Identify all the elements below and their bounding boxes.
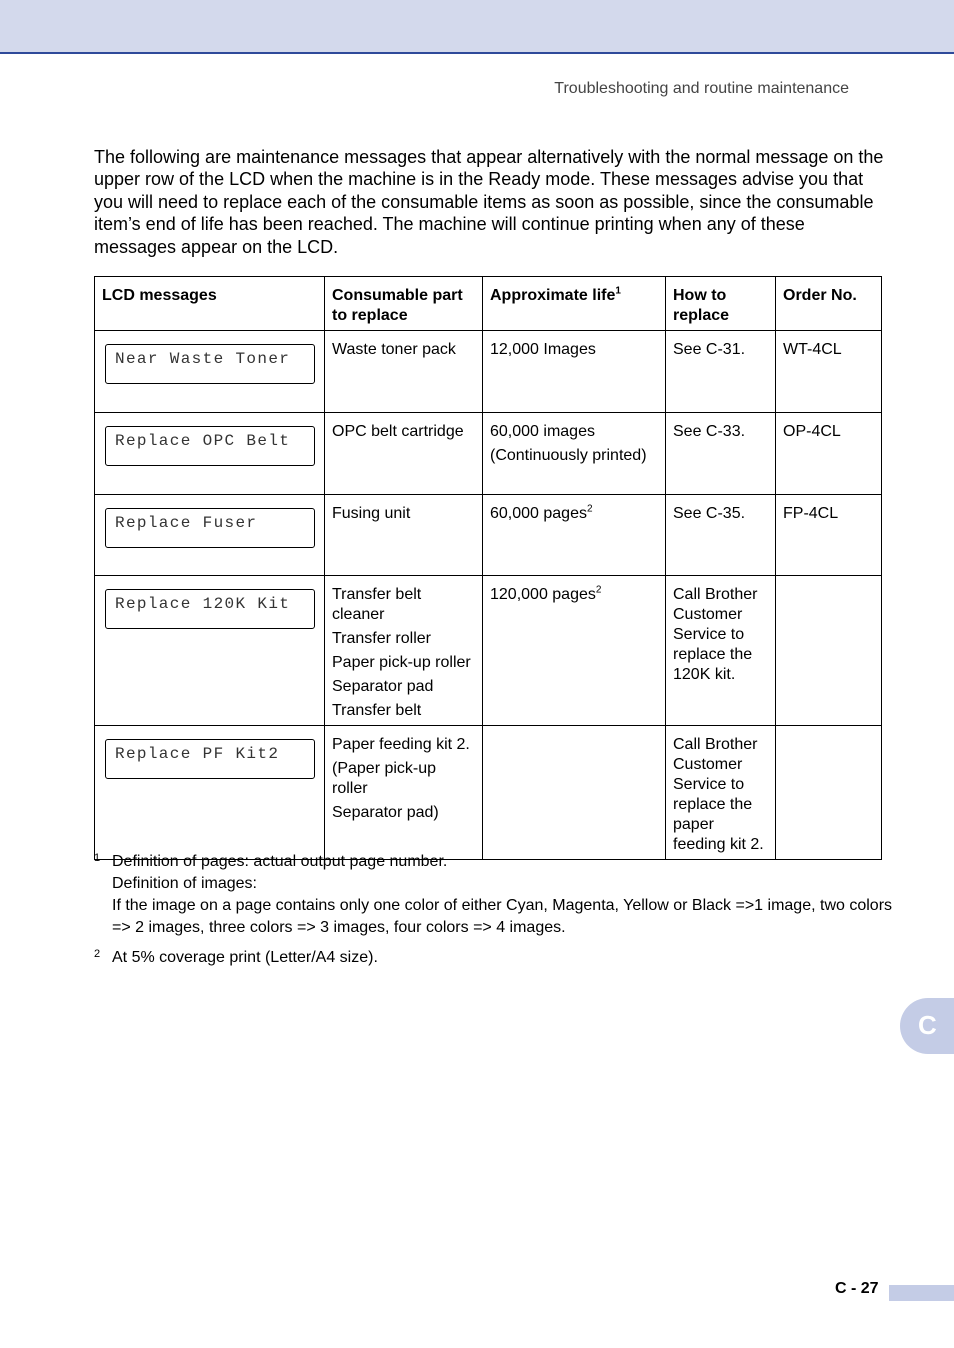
chapter-tab	[900, 998, 954, 1054]
footnote-1	[94, 851, 894, 939]
footnotes	[94, 851, 894, 969]
footnote-line: If the image on a page contains only one color of either Cyan, Magenta, Yellow or Black =>1 image, two colors => 2 images, three colors => 3 images, four colors => 4 images.	[112, 897, 893, 936]
life-line	[490, 340, 658, 360]
life-line	[490, 504, 658, 524]
lcd-message-box: Near Waste Toner	[105, 344, 315, 384]
cell-order: WT-4CL	[776, 331, 882, 413]
cell-part	[325, 495, 483, 576]
footnote-mark: 2	[94, 948, 101, 960]
cell-lcd	[95, 495, 325, 576]
cell-order: FP-4CL	[776, 495, 882, 576]
cell-part	[325, 413, 483, 495]
cell-how: See C-35.	[666, 495, 776, 576]
footnote-ref: 2	[586, 503, 593, 515]
cell-lcd	[95, 726, 325, 860]
life-value: 12,000 Images	[490, 341, 596, 358]
lcd-message-box: Replace Fuser	[105, 508, 315, 548]
life-line	[490, 422, 658, 442]
part-line: Paper pick-up roller	[332, 654, 471, 671]
col-header-part: Consumable part to replace	[325, 277, 483, 331]
life-value: 60,000 pages	[490, 505, 587, 522]
cell-how: See C-31.	[666, 331, 776, 413]
cell-life	[483, 576, 666, 726]
part-line: Paper feeding kit 2.	[332, 736, 470, 753]
table-row	[95, 726, 882, 860]
page-number-bar	[889, 1285, 954, 1301]
cell-life	[483, 726, 666, 860]
intro-paragraph: The following are maintenance messages that appear alternatively with the normal message on the upper row of the LCD when the machine is in the Ready mode. These messages advise you that you will need to replace each of the consumable items as soon as possible, since the consumable item’s end of life has been reached. The machine will continue printing when any of these messages appear on the LCD.	[94, 147, 884, 257]
part-line: Waste toner pack	[332, 341, 456, 358]
cell-order	[776, 726, 882, 860]
col-header-order: Order No.	[776, 277, 882, 331]
chapter-letter: C	[918, 1010, 937, 1040]
page-number: C - 27	[835, 1280, 879, 1297]
col-header-how: How to replace	[666, 277, 776, 331]
part-line: Transfer belt cleaner	[332, 586, 422, 623]
footnote-line: At 5% coverage print (Letter/A4 size).	[112, 949, 378, 966]
table-row	[95, 576, 882, 726]
cell-order: OP-4CL	[776, 413, 882, 495]
cell-order	[776, 576, 882, 726]
cell-how: See C-33.	[666, 413, 776, 495]
cell-part	[325, 726, 483, 860]
cell-lcd	[95, 331, 325, 413]
table-row	[95, 331, 882, 413]
cell-part	[325, 331, 483, 413]
col-header-lcd: LCD messages	[95, 277, 325, 331]
footnote-line: Definition of images:	[112, 875, 257, 892]
col-header-life: Approximate life$^1$	[483, 277, 666, 331]
table-row	[95, 495, 882, 576]
footnote-ref: 2	[595, 584, 602, 596]
footnote-line: Definition of pages: actual output page number.	[112, 853, 448, 870]
cell-lcd	[95, 413, 325, 495]
maintenance-messages-table	[94, 276, 882, 860]
part-line: Transfer belt	[332, 702, 422, 719]
part-line: Fusing unit	[332, 505, 411, 522]
top-header-band	[0, 0, 954, 54]
part-line: Separator pad)	[332, 804, 439, 821]
footnote-2	[94, 947, 894, 969]
table-row	[95, 413, 882, 495]
cell-how: Call Brother Customer Service to replace the paper feeding kit 2.	[666, 726, 776, 860]
cell-how: Call Brother Customer Service to replace the 120K kit.	[666, 576, 776, 726]
cell-life	[483, 331, 666, 413]
lcd-message-box: Replace PF Kit2	[105, 739, 315, 779]
life-value: 120,000 pages	[490, 586, 596, 603]
lcd-message-box: Replace 120K Kit	[105, 589, 315, 629]
life-line	[490, 585, 658, 605]
table-header-row	[95, 277, 882, 331]
life-value: (Continuously printed)	[490, 447, 647, 464]
part-line: Separator pad	[332, 678, 434, 695]
running-header: Troubleshooting and routine maintenance	[554, 80, 849, 97]
part-line: OPC belt cartridge	[332, 423, 464, 440]
cell-life	[483, 495, 666, 576]
life-line	[490, 446, 658, 466]
lcd-message-box: Replace OPC Belt	[105, 426, 315, 466]
cell-life	[483, 413, 666, 495]
part-line: (Paper pick-up roller	[332, 760, 437, 797]
life-value: 60,000 images	[490, 423, 595, 440]
cell-part	[325, 576, 483, 726]
cell-lcd	[95, 576, 325, 726]
footnote-mark: 1	[94, 852, 101, 864]
part-line: Transfer roller	[332, 630, 431, 647]
